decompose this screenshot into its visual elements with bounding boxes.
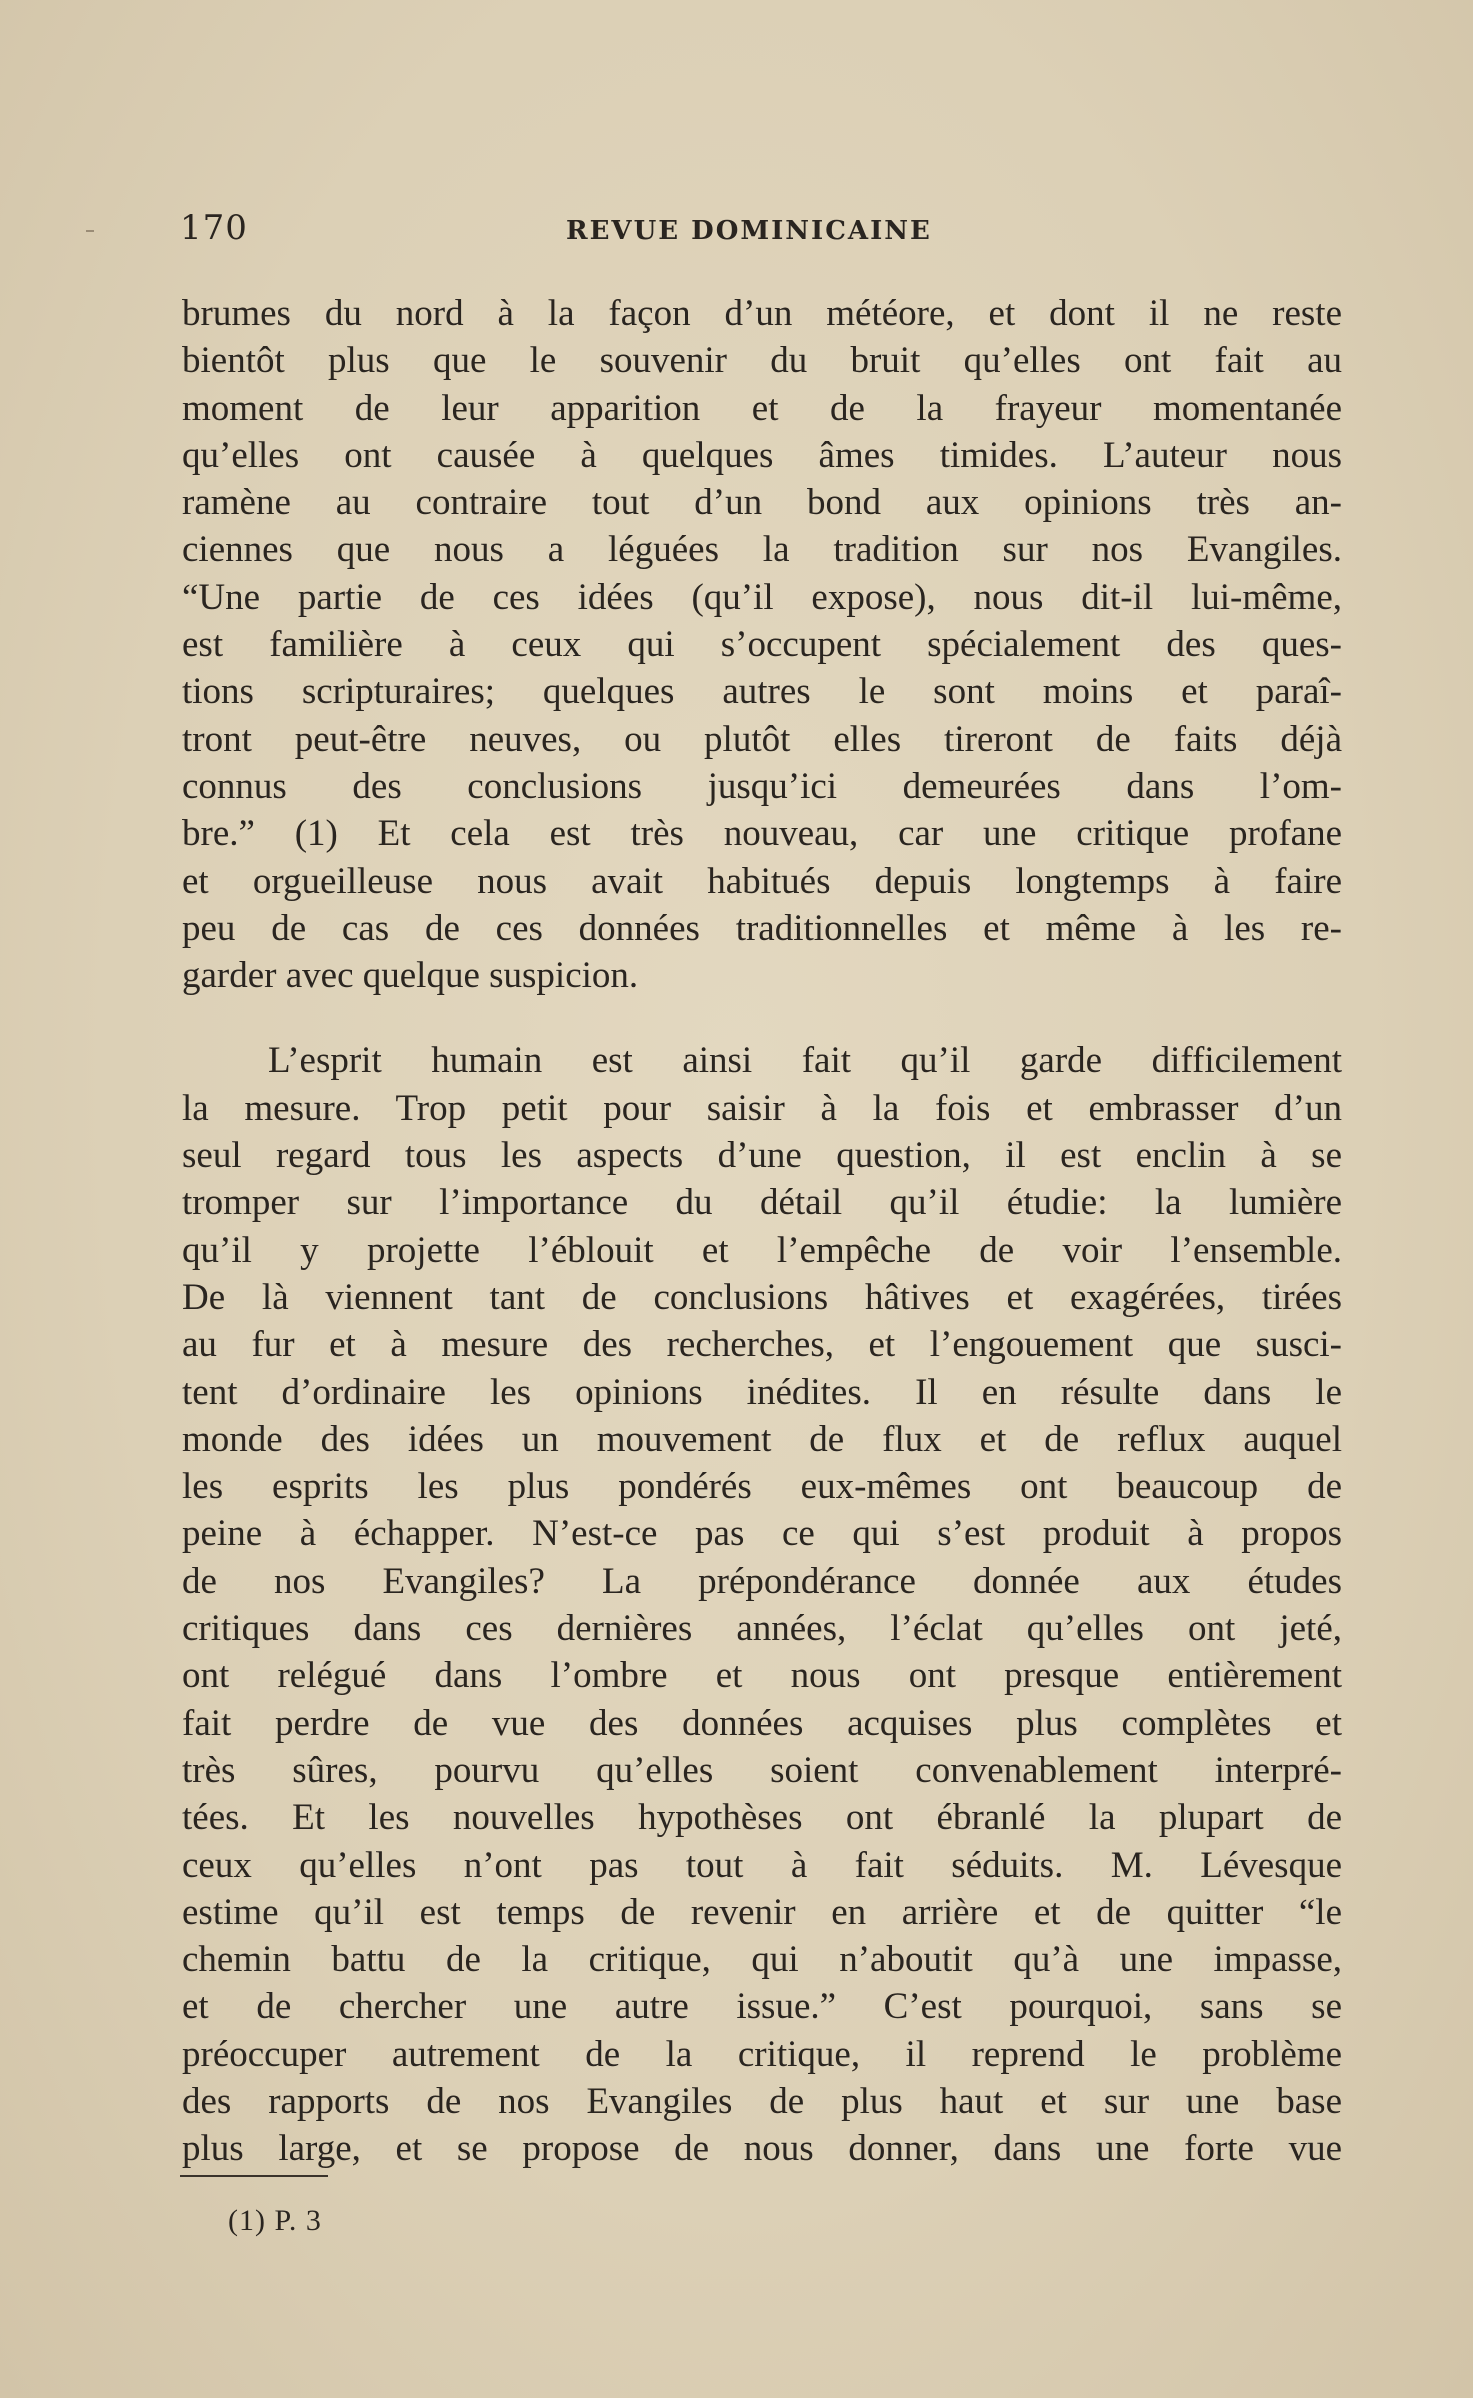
text-line: des rapports de nos Evangiles de plus haut et sur une base	[182, 2080, 1342, 2122]
paragraph-2	[182, 1037, 1342, 2172]
text-line: ciennes que nous a léguées la tradition sur nos Evangiles.	[182, 529, 1342, 571]
text-line: garder avec quelque suspicion.	[182, 955, 639, 997]
text-line: qu’il y projette l’éblouit et l’empêche de voir l’ensemble.	[182, 1229, 1342, 1271]
page-header	[180, 208, 1340, 258]
text-line: moment de leur apparition et de la frayeur momentanée	[182, 387, 1342, 429]
footnote-rule	[180, 2175, 328, 2177]
page-number: 170	[180, 208, 248, 248]
text-line: et orgueilleuse nous avait habitués depuis longtemps à faire	[182, 860, 1342, 902]
text-line: critiques dans ces dernières années, l’éclat qu’elles ont jeté,	[182, 1608, 1342, 1650]
text-line: bientôt plus que le souvenir du bruit qu’elles ont fait au	[182, 340, 1342, 382]
text-line: brumes du nord à la façon d’un météore, et dont il ne reste	[182, 293, 1342, 334]
text-line: est familière à ceux qui s’occupent spécialement des ques-	[182, 624, 1342, 666]
text-line: L’esprit humain est ainsi fait qu’il garde difficilement	[268, 1040, 1342, 1082]
text-line: ramène au contraire tout d’un bond aux opinions très an-	[182, 482, 1342, 524]
text-line: très sûres, pourvu qu’elles soient convenablement interpré-	[182, 1749, 1342, 1791]
text-line: De là viennent tant de conclusions hâtives et exagérées, tirées	[182, 1276, 1342, 1318]
text-line: plus large, et se propose de nous donner, dans une forte vue	[182, 2128, 1342, 2170]
footnote: (1) P. 3	[228, 2204, 322, 2237]
text-line: et de chercher une autre issue.” C’est pourquoi, sans se	[182, 1986, 1342, 2028]
text-line: seul regard tous les aspects d’une question, il est enclin à se	[182, 1135, 1342, 1177]
text-line: ceux qu’elles n’ont pas tout à fait séduits. M. Lévesque	[182, 1844, 1342, 1886]
text-line: au fur et à mesure des recherches, et l’engouement que susci-	[182, 1324, 1342, 1366]
text-line: chemin battu de la critique, qui n’aboutit qu’à une impasse,	[182, 1939, 1342, 1981]
text-line: peine à échapper. N’est-ce pas ce qui s’est produit à propos	[182, 1513, 1342, 1555]
paragraph-gap	[182, 999, 1342, 1037]
text-line: tions scripturaires; quelques autres le sont moins et paraî-	[182, 671, 1342, 713]
text-line: monde des idées un mouvement de flux et de reflux auquel	[182, 1418, 1342, 1460]
text-line: bre.” (1) Et cela est très nouveau, car une critique profane	[182, 813, 1342, 855]
text-line: tromper sur l’importance du détail qu’il étudie: la lumière	[182, 1182, 1342, 1224]
running-title: REVUE DOMINICAINE	[566, 216, 932, 246]
margin-mark	[86, 230, 94, 232]
paragraph-1	[182, 290, 1342, 999]
text-line: de nos Evangiles? La prépondérance donnée aux études	[182, 1560, 1342, 1602]
text-line: fait perdre de vue des données acquises plus complètes et	[182, 1702, 1342, 1744]
text-line: ont relégué dans l’ombre et nous ont presque entièrement	[182, 1655, 1342, 1697]
text-line: tées. Et les nouvelles hypothèses ont ébranlé la plupart de	[182, 1797, 1342, 1839]
text-line: préoccuper autrement de la critique, il reprend le problème	[182, 2033, 1342, 2075]
text-line: “Une partie de ces idées (qu’il expose), nous dit-il lui-même,	[182, 576, 1342, 618]
text-line: connus des conclusions jusqu’ici demeurées dans l’om-	[182, 765, 1342, 807]
body-text	[182, 290, 1342, 2173]
text-line: tent d’ordinaire les opinions inédites. Il en résulte dans le	[182, 1371, 1342, 1413]
text-line: qu’elles ont causée à quelques âmes timides. L’auteur nous	[182, 434, 1342, 476]
text-line: les esprits les plus pondérés eux-mêmes ont beaucoup de	[182, 1466, 1342, 1508]
text-line: tront peut-être neuves, ou plutôt elles tireront de faits déjà	[182, 718, 1342, 760]
text-line: peu de cas de ces données traditionnelles et même à les re-	[182, 907, 1342, 949]
text-line: estime qu’il est temps de revenir en arrière et de quitter “le	[182, 1891, 1342, 1933]
text-line: la mesure. Trop petit pour saisir à la fois et embrasser d’un	[182, 1087, 1342, 1129]
